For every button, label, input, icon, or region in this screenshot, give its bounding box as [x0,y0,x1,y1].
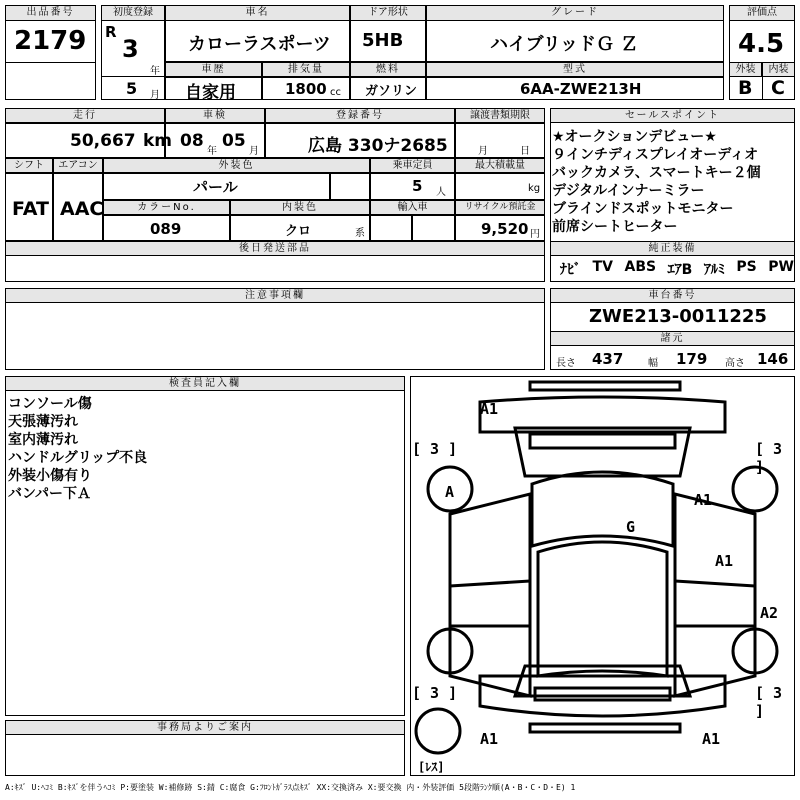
model-code: 6AA-ZWE213H [520,80,642,98]
capacity-unit: 人 [436,187,446,198]
mark-front-bumper: A1 [480,400,499,418]
insp-month-unit: 月 [249,146,259,157]
inspector-note: 天張薄汚れ [8,414,78,430]
capacity: 5 [412,177,423,195]
mark-roof: G [626,518,636,536]
int-label: 内装 [762,62,795,77]
insp-year-unit: 年 [207,146,217,157]
reg-year: 3 [122,35,139,63]
shift: FAT [12,198,49,220]
inspector-note: 外装小傷有り [8,468,92,484]
equipment-item: PW [768,259,794,275]
chassis-number: ZWE213-0011225 [589,306,767,327]
later-parts-label: 後日発送部品 [5,241,545,256]
displacement-label: 排気量 [262,62,350,77]
sales-point-item: バックカメラ、スマートキー２個 [552,165,761,181]
sales-point-item: ９インチディスプレイオーディオ [552,147,759,163]
equipment-list [560,259,794,279]
int-color-label: 内装色 [230,200,370,215]
windshield-outline [530,434,675,448]
color-number: 089 [150,220,182,238]
dims-label: 諸元 [550,331,795,346]
spare-tire [416,709,460,753]
interior-color: クロ [285,224,312,239]
sales-points-label: セールスポイント [550,108,795,123]
displacement: 1800 [285,80,327,98]
body-right-outline [675,494,755,696]
mark-fender-right: A1 [694,491,713,509]
grade-label: グレード [426,5,724,21]
displacement-unit: cc [330,87,341,98]
mark-fender-left: A [445,483,455,501]
history-label: 車歴 [165,62,262,77]
load-unit: kg [528,183,541,194]
ac: AAC [60,198,104,220]
color-extra-cell [330,173,370,200]
left-door-split [450,581,530,586]
mileage-label: 走行 [5,108,165,123]
mark-spare: [ﾚｽ] [418,760,445,774]
int-grade: C [771,77,785,99]
recycle-unit: 円 [530,229,540,240]
transfer-label: 譲渡書類期限 [455,108,545,123]
ext-grade: B [738,77,753,99]
right-door-split [675,581,755,586]
fuel: ガソリン [365,84,418,99]
mark-rear-right: A1 [702,730,721,748]
front-bumper-outline [530,382,680,390]
sales-point-item: デジタルインナーミラー [552,183,705,199]
plate-label: 登録番号 [265,108,455,123]
mark-door-right: A1 [715,552,734,570]
height-label: 高さ [725,358,745,369]
car-name: カローラスポーツ [188,34,331,55]
inspector-note: 室内薄汚れ [8,432,78,448]
recycle-label: リサイクル預託金 [455,200,545,215]
equipment-item: ｱﾙﾐ [703,262,725,278]
notes-label: 注意事項欄 [5,288,545,303]
sales-point-item: ブラインドスポットモニター [552,201,734,217]
insp-year: 08 [180,131,204,151]
reg-month: 5 [126,79,138,98]
mileage-unit: km [143,131,173,151]
mark-tire-fl: [ 3 ] [412,440,458,458]
interior-color-unit: 系 [355,228,365,239]
year-unit: 年 [150,66,160,77]
ac-label: エアコン [53,158,103,173]
lot-divider [5,62,96,63]
insp-month: 05 [222,131,246,151]
equipment-item: ｴｱB [667,262,693,278]
score-label: 評価点 [729,5,795,21]
inspector-note: ハンドルグリップ不良 [8,450,148,466]
name-label: 車名 [165,5,350,21]
ext-int-divider [762,77,763,100]
import-cell-a [370,215,412,241]
width-value: 179 [676,350,708,368]
mark-tire-rl: [ 3 ] [412,684,458,702]
mark-rear-left: A1 [480,730,499,748]
body-color: パール [193,178,238,196]
reg-divider [101,76,165,77]
rear-bumper-outline [530,724,680,732]
inspection-label: 車検 [165,108,265,123]
equipment-item: TV [592,259,613,275]
import-cell-b [412,215,455,241]
fuel-label: 燃料 [350,62,426,77]
inspector-notes [8,395,398,503]
body-left-outline [450,494,530,696]
sales-point-item: 前席シートヒーター [552,219,678,235]
score: 4.5 [738,29,785,59]
shift-label: シフト [5,158,53,173]
transfer-day-unit: 日 [520,146,530,157]
width-label: 幅 [648,358,658,369]
equipment-item: ABS [624,259,657,275]
car-outline-diagram [410,376,795,776]
month-unit: 月 [150,90,160,101]
transfer-month-unit: 月 [478,146,488,157]
mark-tire-rr: [ 3 ] [755,684,783,720]
color-label: 外装色 [103,158,370,173]
sales-point-item: ★オークションデビュー★ [552,129,717,145]
inspector-label: 検査員記入欄 [5,376,405,391]
transfer-cell [455,123,545,158]
length-value: 437 [592,350,624,368]
first-reg-label: 初度登録 [101,5,165,21]
load-label: 最大積載量 [455,158,545,173]
inspector-note: バンパー下Ａ [8,486,92,502]
sales-points-list [552,128,794,236]
model-label: 型式 [426,62,724,77]
plate-number: 広島 330ナ2685 [308,136,448,156]
height-value: 146 [757,350,789,368]
mark-quarter-right: A2 [760,604,779,622]
length-label: 長さ [556,358,576,369]
chassis-label: 車台番号 [550,288,795,303]
color-no-label: カラーNo. [103,200,230,215]
equipment-item: ﾅﾋﾞ [560,262,581,278]
equipment-label: 純正装備 [550,241,795,256]
era: R [105,23,117,41]
roof-outline [532,472,673,546]
lot-number: 2179 [14,26,87,56]
door-type: 5HB [362,30,404,51]
inspector-note: コンソール傷 [8,396,92,412]
import-label: 輸入車 [370,200,455,215]
equipment-item: PS [736,259,757,275]
rear-window-outline [535,688,670,700]
damage-legend: A:ｷｽﾞ U:ﾍｺﾐ B:ｷｽﾞを伴うﾍｺﾐ P:要塗装 W:補修跡 S:錆 C:腐食 G:ﾌﾛﾝﾄｶﾞﾗｽ点ｷｽﾞ XX:交換済み X:要交換 内・外装評価 5段階ﾗﾝｸ順(A・B・C・D・E) 1 [5,783,576,792]
recycle-fee: 9,520 [481,220,529,238]
history: 自家用 [185,83,236,103]
lot-label: 出品番号 [5,5,96,21]
mark-tire-fr: [ 3 ] [755,440,783,476]
capacity-label: 乗車定員 [370,158,455,173]
grade: ハイブリッドＧ Ｚ [490,34,639,55]
door-label: ドア形状 [350,5,426,21]
mileage: 50,667 [70,131,136,151]
ext-label: 外装 [729,62,762,77]
cabin-outline [538,542,667,676]
office-label: 事務局よりご案内 [5,720,405,735]
